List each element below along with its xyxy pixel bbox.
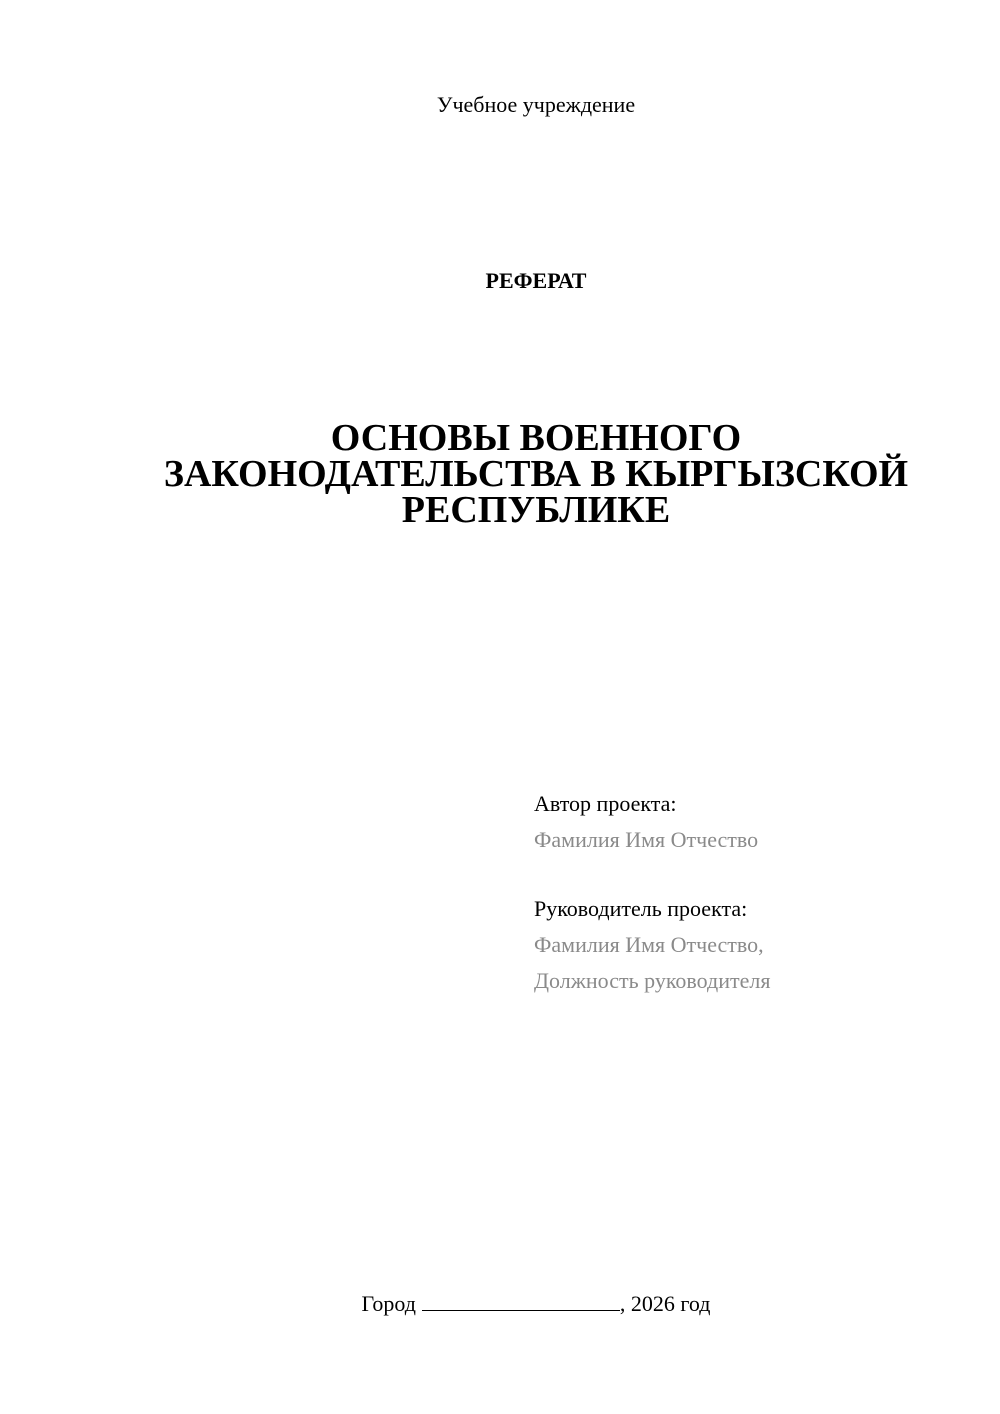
title-line-3: РЕСПУБЛИКЕ — [401, 489, 671, 531]
year-text: , 2026 год — [619, 1291, 711, 1316]
supervisor-position: Должность руководителя — [534, 968, 771, 993]
document-title — [0, 417, 1000, 531]
title-line-2: ЗАКОНОДАТЕЛЬСТВА В КЫРГЫЗСКОЙ — [163, 453, 909, 495]
author-name: Фамилия Имя Отчество — [534, 827, 759, 852]
institution-name: Учебное учреждение — [436, 92, 636, 117]
title-line-1: ОСНОВЫ ВОЕННОГО — [330, 417, 742, 459]
supervisor-label: Руководитель проекта: — [534, 896, 748, 921]
city-label: Город — [361, 1291, 416, 1316]
document-type: РЕФЕРАТ — [485, 268, 587, 293]
supervisor-name: Фамилия Имя Отчество, — [534, 932, 764, 957]
supervisor-block — [534, 891, 770, 999]
author-block — [534, 786, 758, 858]
author-label: Автор проекта: — [534, 791, 677, 816]
city-blank-line — [422, 1291, 620, 1311]
footer-city-year — [0, 1291, 1000, 1317]
